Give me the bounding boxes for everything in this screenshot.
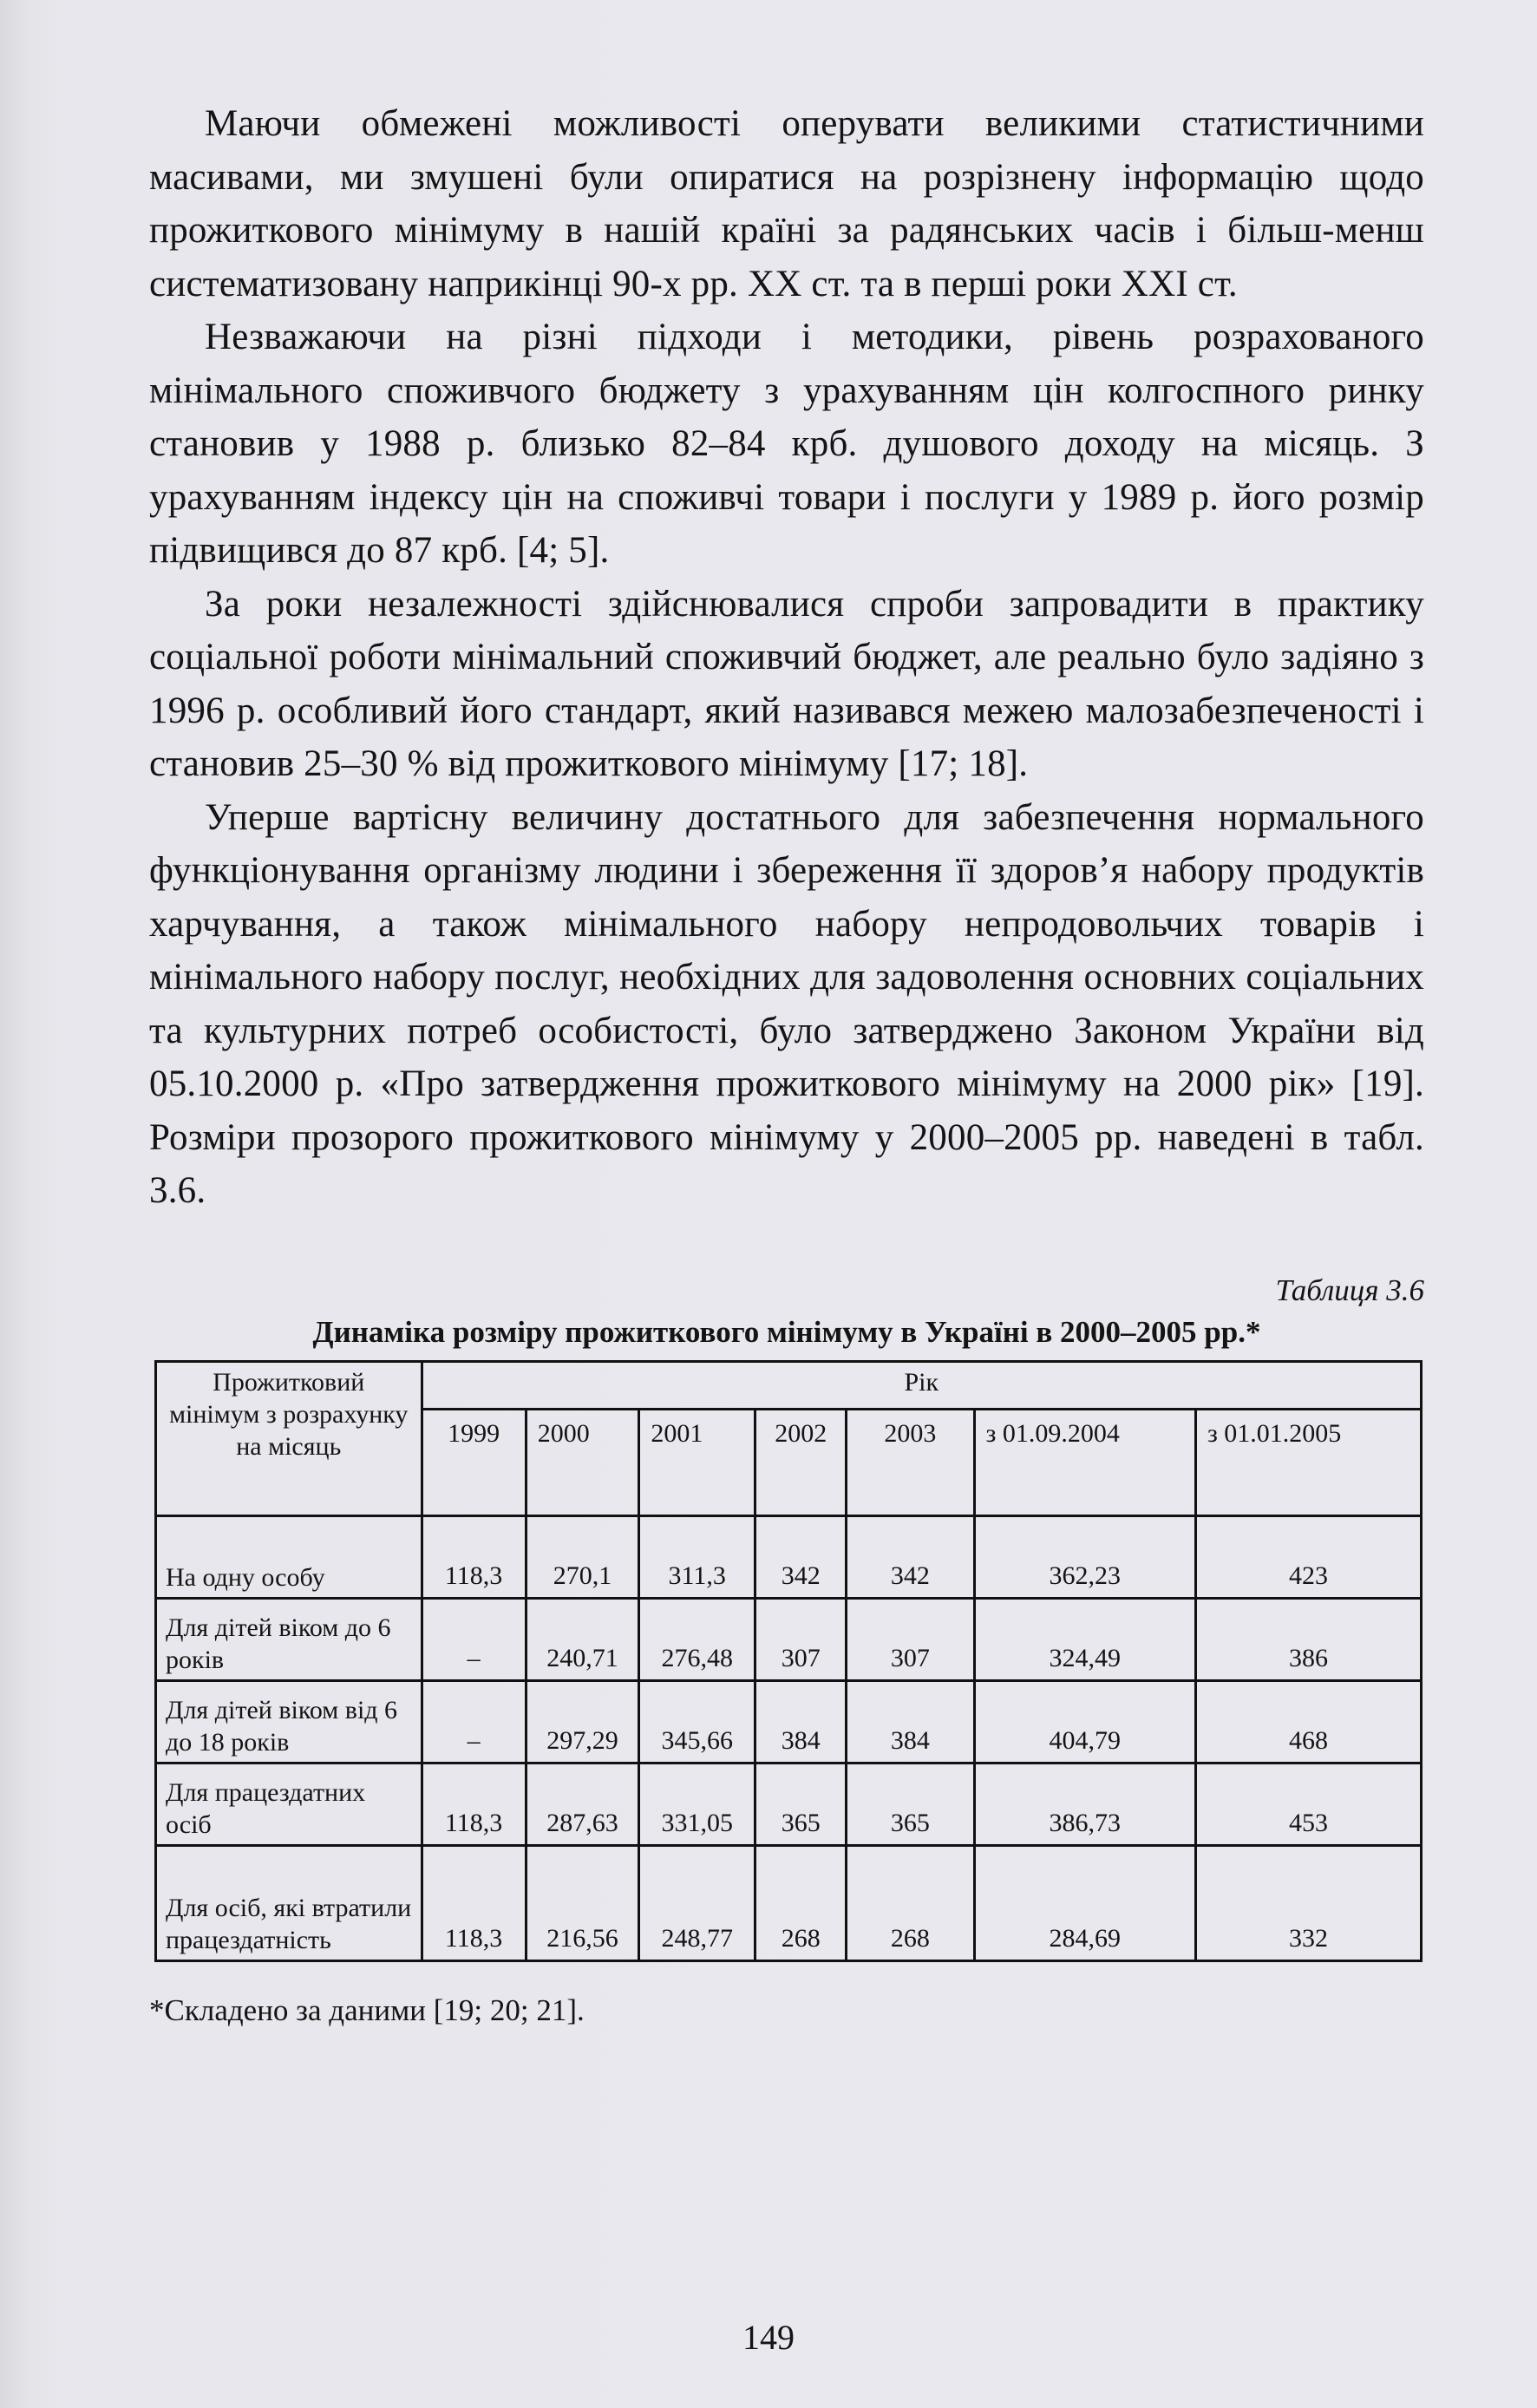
table-title: Динаміка розміру прожиткового мінімуму в Україні в 2000–2005 рр.* (312, 1314, 1261, 1349)
table-row (156, 1515, 1422, 1598)
table-row (156, 1598, 1422, 1680)
body-text (149, 97, 1424, 1218)
table-cell: 423 (1195, 1515, 1421, 1598)
row-label: Для дітей віком від 6 до 18 років (156, 1680, 422, 1763)
table-cell: 362,23 (974, 1515, 1195, 1598)
column-header: 1999 (422, 1409, 526, 1515)
table-cell: 342 (755, 1515, 847, 1598)
table-row (156, 1845, 1422, 1960)
table-body (156, 1515, 1422, 1960)
table-cell: 268 (755, 1845, 847, 1960)
table-cell: 384 (755, 1680, 847, 1763)
paragraph: Незважаючи на різні підходи і методики, рівень розрахованого мінімального споживчого бюджету з урахуванням цін колгоспного ринку становив у 1988 р. близько 82–84 крб. душового доходу на місяць. З урахуванням індексу цін на споживчі товари і послуги у 1989 р. його розмір підвищився до 87 крб. [4; 5]. (149, 317, 1424, 571)
table-cell: 404,79 (974, 1680, 1195, 1763)
table-cell: 453 (1195, 1763, 1421, 1845)
row-label: На одну особу (156, 1515, 422, 1598)
table-cell: 386 (1195, 1598, 1421, 1680)
column-header: 2000 (526, 1409, 639, 1515)
table-cell: 216,56 (526, 1845, 639, 1960)
paragraph: За роки незалежності здійснювалися спроби запровадити в практику соціальної роботи мінімальний споживчий бюджет, але реально було задіяно з 1996 р. особливий його стандарт, який називався межею малозабезпеченості і становив 25–30 % від прожиткового мінімуму [17; 18]. (149, 583, 1424, 784)
table-cell: 386,73 (974, 1763, 1195, 1845)
column-header: з 01.09.2004 (974, 1409, 1195, 1515)
table-footnote: *Складено за даними [19; 20; 21]. (149, 1992, 585, 2027)
table-cell: 332 (1195, 1845, 1421, 1960)
table-cell: 268 (847, 1845, 974, 1960)
column-header: 2002 (755, 1409, 847, 1515)
subsistence-minimum-table (154, 1360, 1423, 1962)
table-cell: – (422, 1680, 526, 1763)
table-cell: 270,1 (526, 1515, 639, 1598)
table-cell: 345,66 (639, 1680, 755, 1763)
table-cell: 276,48 (639, 1598, 755, 1680)
table-cell: 342 (847, 1515, 974, 1598)
table-row (156, 1763, 1422, 1845)
column-header: 2001 (639, 1409, 755, 1515)
book-page (149, 97, 1424, 2030)
row-label: Для осіб, які втратили працездатність (156, 1845, 422, 1960)
table-cell: 287,63 (526, 1763, 639, 1845)
row-label: Для працездатних осіб (156, 1763, 422, 1845)
table-cell: 311,3 (639, 1515, 755, 1598)
table-cell: 118,3 (422, 1763, 526, 1845)
table-label: Таблиця 3.6 (1275, 1273, 1424, 1307)
row-label: Для дітей віком до 6 років (156, 1598, 422, 1680)
table-cell: 297,29 (526, 1680, 639, 1763)
table-cell: 118,3 (422, 1845, 526, 1960)
column-header: 2003 (847, 1409, 974, 1515)
column-header: з 01.01.2005 (1195, 1409, 1421, 1515)
table-cell: 307 (847, 1598, 974, 1680)
table-cell: 331,05 (639, 1763, 755, 1845)
paragraph: Маючи обмежені можливості оперувати великими статистичними масивами, ми змушені були опиратися на розрізнену інформацію щодо прожиткового мінімуму в нашій країні за радянських часів і більш-менш систематизовану наприкінці 90-х рр. ХХ ст. та в перші роки ХХІ ст. (149, 103, 1424, 304)
year-group-header: Рік (422, 1361, 1422, 1409)
table-cell: 118,3 (422, 1515, 526, 1598)
table-cell: 240,71 (526, 1598, 639, 1680)
table-row (156, 1680, 1422, 1763)
table-cell: 365 (755, 1763, 847, 1845)
table-cell: – (422, 1598, 526, 1680)
table-cell: 365 (847, 1763, 974, 1845)
table-cell: 284,69 (974, 1845, 1195, 1960)
table-cell: 307 (755, 1598, 847, 1680)
paragraph: Уперше вартісну величину достатнього для забезпечення нормального функціонування організму людини і збереження її здоров’я набору продуктів харчування, а також мінімального набору непродовольчих товарів і мінімального набору послуг, необхідних для задоволення основних соціальних та культурних потреб особистості, було затверджено Законом України від 05.10.2000 р. «Про затвердження прожиткового мінімуму на 2000 рік» [19]. Розміри прозорого прожиткового мінімуму у 2000–2005 рр. наведені в табл. 3.6. (149, 796, 1424, 1211)
page-number: 149 (742, 2318, 795, 2357)
table-cell: 248,77 (639, 1845, 755, 1960)
table-cell: 324,49 (974, 1598, 1195, 1680)
table-cell: 468 (1195, 1680, 1421, 1763)
table-header-row (156, 1361, 1422, 1409)
corner-header: Прожитковий мінімум з розрахунку на місяць (156, 1361, 422, 1515)
table-cell: 384 (847, 1680, 974, 1763)
